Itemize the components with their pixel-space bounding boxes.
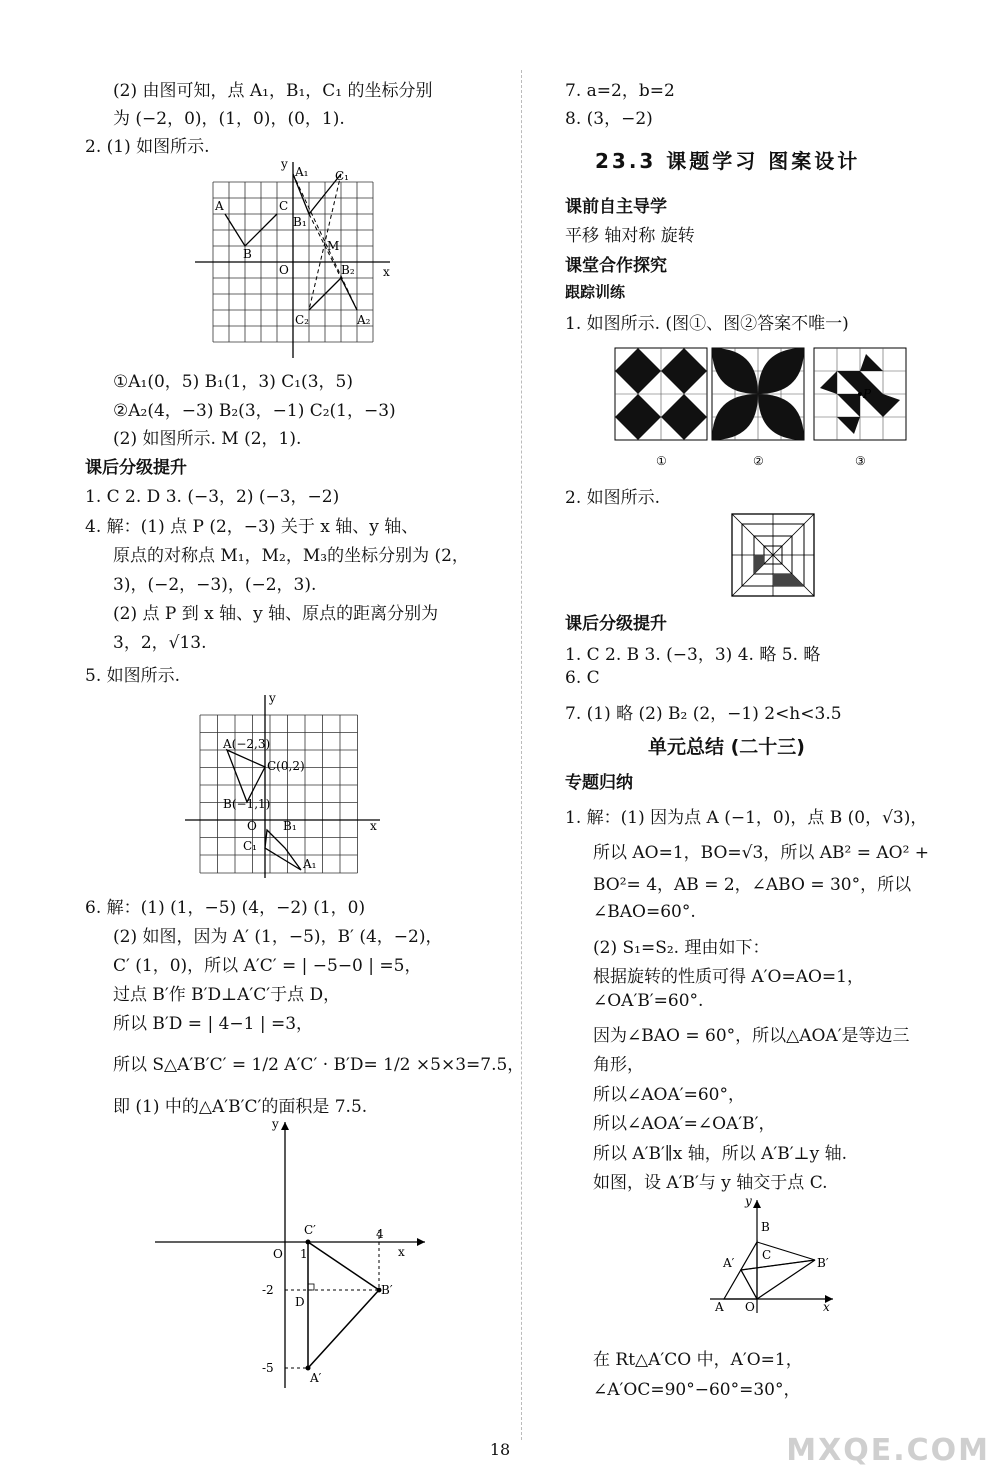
q4-line5: 3，2，√13. xyxy=(113,633,207,653)
q4-line2: 原点的对称点 M₁，M₂，M₃的坐标分别为 (2， xyxy=(113,546,469,566)
fig4-label-a1: A′ xyxy=(723,1256,735,1270)
right-answer-7b: 7. (1) 略 (2) B₂ (2，−1) 2<h<3.5 xyxy=(565,704,842,724)
sol-line10: 所以∠AOA′=60°， xyxy=(593,1085,745,1105)
sol-line11: 所以∠AOA′=∠OA′B′， xyxy=(593,1114,776,1134)
section-title: 23.3 课题学习 图案设计 xyxy=(595,149,861,173)
square-pattern-figure xyxy=(730,512,816,598)
fig2-label-a: A(−2,3) xyxy=(223,737,271,751)
pattern-figures xyxy=(610,343,910,473)
pattern-2 xyxy=(712,348,804,440)
sol-line3: BO²= 4，AB = 2，∠ABO = 30°，所以 xyxy=(593,875,912,895)
q6-line4: 过点 B′作 B′D⊥A′C′于点 D， xyxy=(113,985,341,1005)
fig4-label-a: A xyxy=(715,1300,724,1314)
q2b-text: (2) 如图所示. M (2，1). xyxy=(113,429,302,449)
sol-line7: ∠OA′B′=60°. xyxy=(593,991,704,1011)
fig4-label-o: O xyxy=(745,1300,755,1314)
left-text-p1: (2) 由图可知，点 A₁，B₁，C₁ 的坐标分别 xyxy=(113,81,433,101)
fig3-label-m5: -5 xyxy=(262,1361,274,1375)
pre-study-answer: 平移 轴对称 旋转 xyxy=(565,226,695,246)
fig3-label-c: C′ xyxy=(304,1223,316,1237)
q5-text: 5. 如图所示. xyxy=(85,666,181,686)
fig1-label-b2: B₂ xyxy=(341,263,355,277)
pattern-label-3: ③ xyxy=(855,454,866,468)
sol-line15: ∠A′OC=90°−60°=30°， xyxy=(593,1380,801,1400)
pattern-3-label-p: P xyxy=(863,387,872,401)
sol-line4: ∠BAO=60°. xyxy=(593,902,696,922)
fig2-label-b: B(−1,1) xyxy=(223,797,271,811)
q6-line3: C′ (1，0)，所以 A′C′ = | −5−0 | =5， xyxy=(113,956,422,976)
fig2-label-a1: A₁ xyxy=(303,857,317,871)
watermark-logo: MXQE.COM xyxy=(786,1433,990,1468)
fig3-label-four: 4 xyxy=(376,1227,384,1241)
fig2-label-x: x xyxy=(370,819,377,833)
sol-line6: 根据旋转的性质可得 A′O=AO=1， xyxy=(593,967,864,987)
figure-3-plot xyxy=(150,1120,430,1390)
column-divider xyxy=(521,70,522,1440)
fig1-label-a: A xyxy=(215,199,224,213)
sol-line5: (2) S₁=S₂. 理由如下： xyxy=(593,938,770,958)
fig4-label-x: x xyxy=(823,1300,830,1314)
figure-1-grid xyxy=(195,160,400,360)
right-answer-6: 6. C xyxy=(565,668,600,688)
sol-line9: 角形， xyxy=(593,1055,644,1075)
track-q2: 2. 如图所示. xyxy=(565,488,661,508)
fig2-label-y: y xyxy=(269,691,276,705)
left-answers-1: 1. C 2. D 3. (−3，2) (−3，−2) xyxy=(85,487,340,507)
pattern-1 xyxy=(615,348,707,440)
fig3-label-a: A′ xyxy=(310,1371,322,1385)
q4-line1: 4. 解：(1) 点 P (2，−3) 关于 x 轴、y 轴、 xyxy=(85,517,419,537)
fig1-label-a1: A₁ xyxy=(295,165,309,179)
coords-1: ①A₁(0，5) B₁(1，3) C₁(3，5) xyxy=(113,372,353,392)
sol-line1: 1. 解：(1) 因为点 A (−1，0)，点 B (0，√3)， xyxy=(565,808,928,828)
q6-line6: 所以 S△A′B′C′ = 1/2 A′C′ · B′D= 1/2 ×5×3=7.5， xyxy=(113,1055,525,1075)
left-section-heading: 课后分级提升 xyxy=(85,458,187,478)
q6-line1: 6. 解：(1) (1，−5) (4，−2) (1，0) xyxy=(85,898,366,918)
right-answer-8: 8. (3，−2) xyxy=(565,109,653,129)
fig4-label-b1: B′ xyxy=(817,1256,829,1270)
fig2-label-o: O xyxy=(247,819,257,833)
figure-2-grid xyxy=(185,690,385,880)
fig4-label-y: y xyxy=(745,1195,752,1208)
pattern-label-1: ① xyxy=(656,454,667,468)
fig3-label-o: O xyxy=(273,1247,283,1261)
fig1-label-b: B xyxy=(243,247,252,261)
page-number: 18 xyxy=(489,1440,511,1459)
q4-line4: (2) 点 P 到 x 轴、y 轴、原点的距离分别为 xyxy=(113,604,439,624)
fig1-label-x: x xyxy=(383,265,390,279)
fig1-label-c1: C₁ xyxy=(335,169,349,183)
fig3-label-d: D xyxy=(295,1295,305,1309)
fig3-label-one: 1 xyxy=(300,1247,308,1261)
right-answers-1: 1. C 2. B 3. (−3，3) 4. 略 5. 略 xyxy=(565,645,821,665)
fig2-label-b1: B₁ xyxy=(283,819,297,833)
fig3-label-y: y xyxy=(272,1120,279,1131)
unit-summary-title: 单元总结 (二十三) xyxy=(648,736,805,758)
fig4-label-c: C xyxy=(762,1248,772,1262)
sol-line2: 所以 AO=1，BO=√3，所以 AB² = AO² + xyxy=(593,843,930,863)
right-answer-7: 7. a=2，b=2 xyxy=(565,81,675,101)
q6-line2: (2) 如图，因为 A′ (1，−5)，B′ (4，−2)， xyxy=(113,927,443,947)
fig2-label-c1: C₁ xyxy=(243,839,257,853)
subheading-tracking: 跟踪训练 xyxy=(565,283,626,301)
fig1-label-o: O xyxy=(279,263,289,277)
q6-line7: 即 (1) 中的△A′B′C′的面积是 7.5. xyxy=(113,1097,368,1117)
left-text-p2: 为 (−2，0)，(1，0)，(0，1). xyxy=(113,109,345,129)
track-q1: 1. 如图所示. (图①、图②答案不唯一) xyxy=(565,314,849,334)
pattern-label-2: ② xyxy=(753,454,764,468)
heading-pre-study: 课前自主导学 xyxy=(565,197,667,217)
q2-text: 2. (1) 如图所示. xyxy=(85,137,210,157)
q6-line5: 所以 B′D = | 4−1 | =3， xyxy=(113,1014,314,1034)
fig1-label-c2: C₂ xyxy=(295,313,309,327)
fig1-label-a2: A₂ xyxy=(357,313,371,327)
pattern-3 xyxy=(814,348,906,440)
fig1-label-y: y xyxy=(281,160,288,171)
q4-line3: 3)，(−2，−3)，(−2，3). xyxy=(113,575,317,595)
right-section-heading: 课后分级提升 xyxy=(565,614,667,634)
fig3-label-b: B′ xyxy=(381,1283,393,1297)
fig2-label-c: C(0,2) xyxy=(267,759,305,773)
fig3-label-m2: -2 xyxy=(262,1283,274,1297)
fig3-label-x: x xyxy=(398,1245,405,1259)
fig4-label-b: B xyxy=(761,1220,770,1234)
heading-class: 课堂合作探究 xyxy=(565,256,667,276)
fig1-label-b1: B₁ xyxy=(293,215,307,229)
figure-4-geometry xyxy=(705,1195,845,1315)
sol-line13: 如图，设 A′B′与 y 轴交于点 C. xyxy=(593,1173,828,1193)
coords-2: ②A₂(4，−3) B₂(3，−1) C₂(1，−3) xyxy=(113,401,396,421)
sol-line12: 所以 A′B′∥x 轴，所以 A′B′⊥y 轴. xyxy=(593,1144,848,1164)
sol-line14: 在 Rt△A′CO 中，A′O=1， xyxy=(593,1350,803,1370)
fig1-label-m: M xyxy=(327,239,340,253)
fig1-label-c: C xyxy=(279,199,289,213)
sol-line8: 因为∠BAO = 60°，所以△AOA′是等边三 xyxy=(593,1026,910,1046)
heading-topic: 专题归纳 xyxy=(565,773,633,793)
